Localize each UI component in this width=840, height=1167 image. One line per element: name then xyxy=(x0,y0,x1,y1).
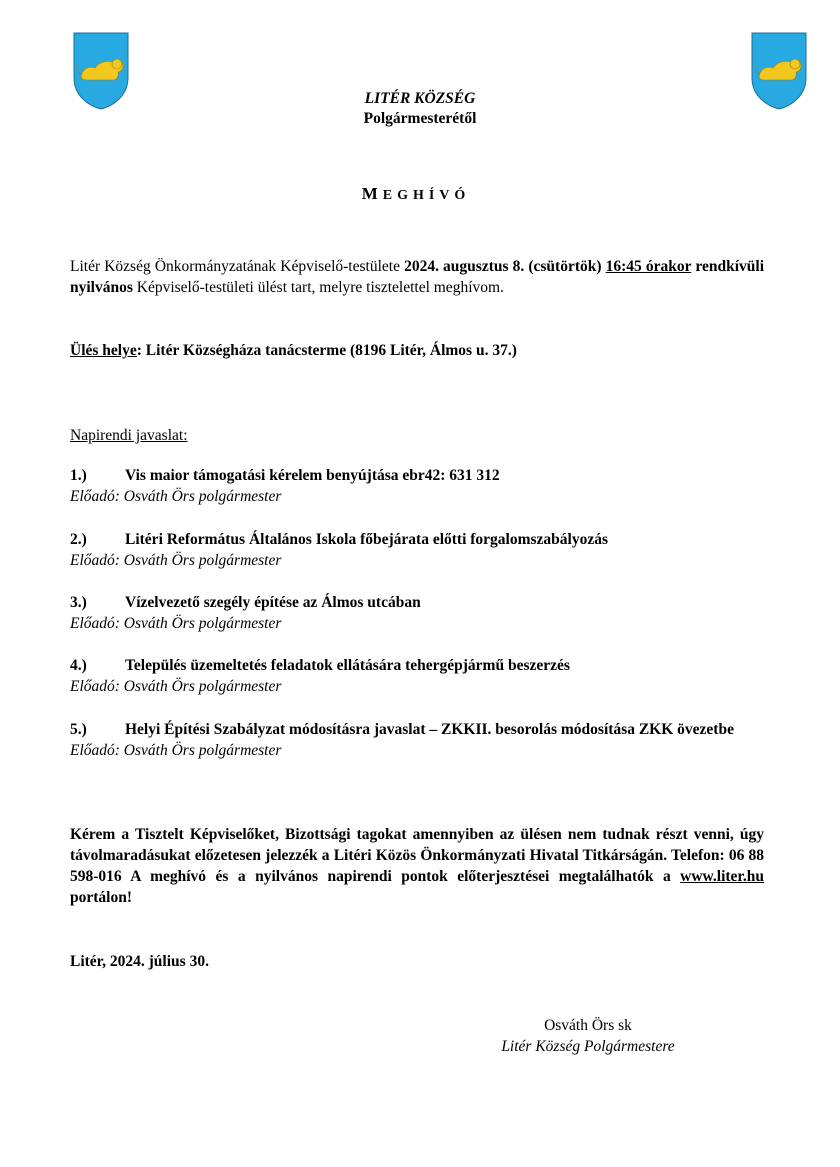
website-link[interactable]: www.liter.hu xyxy=(680,868,764,885)
venue: Ülés helye: Litér Községháza tanácsterme (8196 Litér, Álmos u. 37.) xyxy=(70,342,517,359)
municipality-name: LITÉR KÖZSÉG xyxy=(364,90,476,107)
intro-paragraph: Litér Község Önkormányzatának Képviselő-testülete 2024. augusztus 8. (csütörtök) 16:45 órakor rendkívüli nyilvános Képviselő-testületi ülést tart, melyre tisztelettel meghívom. xyxy=(70,258,765,296)
agenda-item: 5.) Helyi Építési Szabályzat módosításra javaslat – ZKKII. besorolás módosítása ZKK övezetbe Előadó: Osváth Örs polgármester xyxy=(70,721,734,759)
venue-value: Litér Községháza tanácsterme (8196 Litér, Álmos u. 37.) xyxy=(145,342,517,359)
signatory-title: Litér Község Polgármestere xyxy=(501,1038,675,1055)
agenda-item: 1.) Vis maior támogatási kérelem benyújtása ebr42: 631 312 Előadó: Osváth Örs polgármester xyxy=(70,467,500,505)
place-date: Litér, 2024. július 30. xyxy=(70,953,209,970)
agenda-heading: Napirendi javaslat: xyxy=(70,427,188,444)
agenda-item: 2.) Litéri Református Általános Iskola főbejárata előtti forgalomszabályozás Előadó: Osváth Örs polgármester xyxy=(70,531,609,569)
agenda-item: 4.) Település üzemeltetés feladatok ellátására tehergépjármű beszerzés Előadó: Osváth Örs polgármester xyxy=(70,657,570,695)
issuer: Polgármesterétől xyxy=(363,110,477,127)
notice-paragraph: Kérem a Tisztelt Képviselőket, Bizottsági tagokat amennyiben az ülésen nem tudnak részt venni, úgy távolmaradásukat előzetesen jelezzék a Litéri Közös Önkormányzati Hivatal Titkárságán. Telefon: 06 88 598-016 A meghívó és a nyilvános napirendi pontok előterjesztései megtalálhatók a www.liter.hu portálon! xyxy=(70,826,764,906)
meeting-date: 2024. augusztus 8. (csütörtök) xyxy=(404,258,602,275)
signatory-name: Osváth Örs sk xyxy=(544,1017,632,1034)
meeting-time: 16:45 órakor xyxy=(605,258,692,275)
venue-label: Ülés helye xyxy=(70,342,137,359)
letterhead xyxy=(0,89,840,129)
document-title: MEGHÍVÓ xyxy=(361,184,471,203)
agenda-item: 3.) Vízelvezető szegély építése az Álmos utcában Előadó: Osváth Örs polgármester xyxy=(70,594,421,632)
signature-block xyxy=(468,1015,708,1057)
